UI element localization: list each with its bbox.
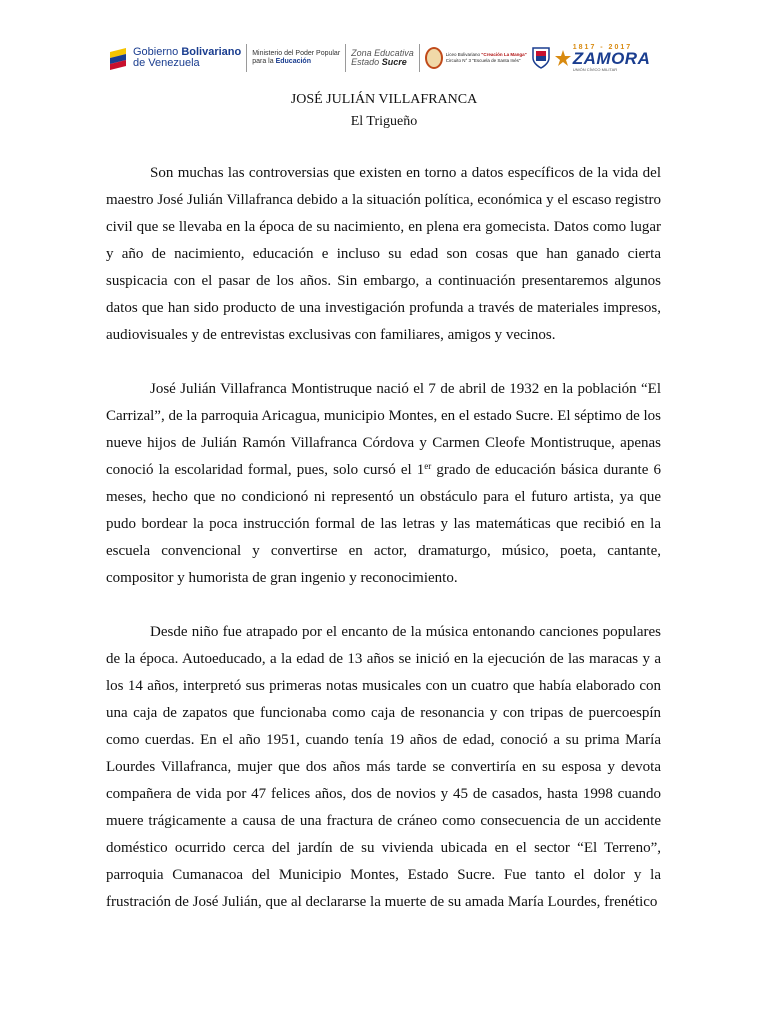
letterhead <box>108 38 656 78</box>
paragraph-2: José Julián Villafranca Montistruque nació el 7 de abril de 1932 en la población “El Carrizal”, de la parroquia Aricagua, municipio Montes, en el estado Sucre. El séptimo de los nueve hijos de Julián Ramón Villafranca Córdova y Carmen Cleofe Montistruque, apenas conoció la escolaridad formal, pues, solo cursó el 1er grado de educación básica durante 6 meses, hecho que no condicionó ni representó un obstáculo para el futuro artista, ya que pudo bordear la poca instrucción formal de las letras y las matemáticas que recibió en la escuela convencional y convertirse en actor, dramaturgo, músico, poeta, cantante, compositor y humorista de gran ingenio y reconocimiento. <box>106 381 661 586</box>
document-title: JOSÉ JULIÁN VILLAFRANCA <box>290 92 478 107</box>
ministerio-logo: Ministerio del Poder Popular para la Educación <box>252 50 341 65</box>
document-subtitle: El Trigueño <box>350 114 418 129</box>
paragraph-3: Desde niño fue atrapado por el encanto de la música entonando canciones populares de la época. Autoeducado, a la edad de 13 años se inició en la ejecución de las maracas y a los 14 años, interpretó sus primeras notas musicales con un cuatro que había elaborado con una caja de zapatos que funcionaba como caja de resonancia y con tripas de puercoespín como cuerdas. En el año 1951, cuando tenía 19 años de edad, conoció a su prima María Lourdes Villafranca, mujer que dos años más tarde se convertiría en su esposa y devota compañera de vida por 47 felices años, dos de novios y 45 de casados, hasta 1998 cuando muere trágicamente a causa de una fractura de cráneo como consecuencia de un accidente doméstico ocurrido cerca del jardín de su vivienda ubicada en el sector “El Terreno”, parroquia Cumanacoa del Municipio Montes, Estado Sucre. Fue tanto el dolor y la frustración de José Julián, que al declararse la muerte de su amada María Lourdes, frenético <box>106 624 661 910</box>
divider <box>419 44 420 72</box>
paragraph-1: Son muchas las controversias que existen en torno a datos específicos de la vida del maestro José Julián Villafranca debido a la situación política, económica y el escaso registro civil que se llevaba en la época de su nacimiento, en plena era gomecista. Datos como lugar y año de nacimiento, educación e incluso su edad son cosas que han ganado cierta suspicacia con el pasar de los años. Sin embargo, a continuación presentaremos algunos datos que han sido producto de una investigación profunda a través de materiales impresos, audiovisuales y de entrevistas exclusivas con familiares, amigos y vecinos. <box>106 165 661 343</box>
zona-educativa-logo: Zona Educativa Estado Sucre <box>351 48 414 67</box>
liceo-name: Liceo Bolivariano "Creación La Manga" Circuito N° 3 "Escuela de Santa Inés" <box>445 52 527 63</box>
divider <box>345 44 346 72</box>
venezuela-flag-logo-icon <box>108 46 130 70</box>
zamora-bicentenario-logo: 1817 - 2017 ZAMORA UNIÓN CÍVICO MILITAR <box>572 44 651 72</box>
gobierno-bolivariano-logo: Gobierno Bolivariano de Venezuela <box>133 46 242 69</box>
school-shield-icon <box>531 46 551 70</box>
liceo-emblem-icon <box>425 47 443 69</box>
zamora-star-icon <box>555 46 571 70</box>
divider <box>246 44 247 72</box>
document-body <box>106 160 661 943</box>
